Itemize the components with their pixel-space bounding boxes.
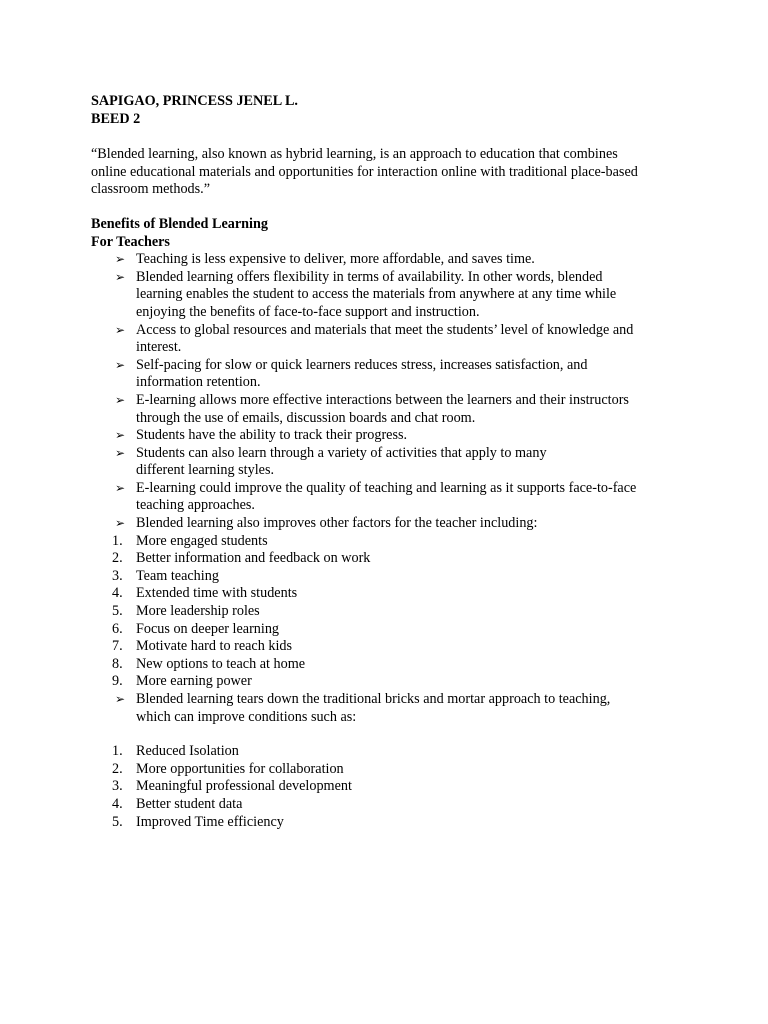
item-text: Motivate hard to reach kids	[136, 638, 293, 655]
numbered-item	[91, 638, 691, 656]
arrow-bullet-icon: ➢	[114, 516, 126, 531]
list-item-text: Blended learning also improves other factors for the teacher including:	[136, 515, 538, 532]
item-text: Reduced Isolation	[136, 743, 239, 760]
section-title: Benefits of Blended Learning	[91, 215, 268, 232]
item-text: New options to teach at home	[136, 655, 306, 672]
list-item-text: E-learning allows more effective interactions between the learners and their instructors through the use of emails, discussion boards and chat room.	[136, 391, 629, 426]
arrow-bullet-icon: ➢	[114, 480, 126, 495]
item-number: 1.	[112, 743, 123, 760]
item-text: Better information and feedback on work	[136, 550, 371, 567]
item-text: Focus on deeper learning	[136, 620, 280, 637]
item-number: 6.	[112, 620, 123, 637]
numbered-item	[91, 621, 691, 639]
item-number: 8.	[112, 655, 123, 672]
numbered-item	[91, 796, 691, 814]
numbered-item	[91, 603, 691, 621]
arrow-bullet-icon: ➢	[114, 357, 126, 372]
list-item	[91, 515, 691, 533]
item-number: 2.	[112, 760, 123, 777]
list-item	[91, 269, 691, 322]
item-number: 9.	[112, 673, 123, 690]
list-item-text: Students have the ability to track their progress.	[136, 427, 408, 444]
numbered-item	[91, 673, 691, 691]
item-text: More opportunities for collaboration	[136, 760, 344, 777]
numbered-item	[91, 761, 691, 779]
arrow-bullet-icon: ➢	[114, 445, 126, 460]
item-number: 5.	[112, 603, 123, 620]
numbered-item	[91, 585, 691, 603]
document-body	[91, 93, 691, 831]
list-item	[91, 251, 691, 269]
arrow-bullet-icon: ➢	[114, 392, 126, 407]
item-number: 5.	[112, 813, 123, 830]
item-text: Team teaching	[136, 567, 219, 584]
item-text: More leadership roles	[136, 603, 260, 620]
item-text: More engaged students	[136, 532, 268, 549]
arrow-bullet-icon: ➢	[114, 692, 126, 706]
item-text: Better student data	[136, 795, 243, 812]
numbered-item	[91, 814, 691, 832]
item-text: More earning power	[136, 673, 252, 690]
list-item	[91, 445, 691, 480]
list-item	[91, 427, 691, 445]
item-number: 2.	[112, 550, 123, 567]
list-item	[91, 322, 691, 357]
list-item	[91, 480, 691, 515]
numbered-item	[91, 656, 691, 674]
numbered-item	[91, 550, 691, 568]
author-name: SAPIGAO, PRINCESS JENEL L.	[91, 93, 298, 109]
course-label: BEED 2	[91, 110, 141, 127]
numbered-item	[91, 743, 691, 761]
item-number: 7.	[112, 638, 123, 655]
arrow-bullet-icon: ➢	[114, 322, 126, 337]
item-number: 3.	[112, 567, 123, 584]
item-number: 1.	[112, 532, 123, 549]
numbered-item	[91, 568, 691, 586]
item-text: Extended time with students	[136, 585, 298, 602]
definition-quote: “Blended learning, also known as hybrid learning, is an approach to education that combines online educational materials and opportunities for interaction online with traditional place-based classroom methods.”	[91, 146, 638, 198]
conditions-list	[91, 743, 691, 831]
numbered-item	[91, 778, 691, 796]
list-item-text: Self-pacing for slow or quick learners reduces stress, increases satisfaction, and information retention.	[136, 356, 588, 391]
item-number: 4.	[112, 795, 123, 812]
list-item-text: Blended learning tears down the traditional bricks and mortar approach to teaching, which can improve conditions such as:	[136, 691, 611, 725]
item-number: 4.	[112, 585, 123, 602]
list-item-text: Blended learning offers flexibility in terms of availability. In other words, blended learning enables the student to access the materials from anywhere at any time while enjoying the benefits of face-to-face support and instruction.	[136, 268, 617, 320]
section-subtitle: For Teachers	[91, 233, 170, 250]
benefit-points-list	[91, 251, 691, 533]
closing-points-list	[91, 691, 691, 726]
item-number: 3.	[112, 778, 123, 795]
list-item	[91, 691, 691, 726]
list-item-text: Students can also learn through a variety of activities that apply to many different learning styles.	[136, 444, 547, 479]
item-text: Meaningful professional development	[136, 778, 352, 795]
arrow-bullet-icon: ➢	[114, 428, 126, 443]
arrow-bullet-icon: ➢	[114, 269, 126, 284]
list-item	[91, 357, 691, 392]
blank-line	[91, 726, 691, 743]
arrow-bullet-icon: ➢	[114, 252, 126, 267]
list-item-text: Teaching is less expensive to deliver, more affordable, and saves time.	[136, 251, 535, 268]
list-item	[91, 392, 691, 427]
list-item-text: E-learning could improve the quality of teaching and learning as it supports face-to-face teaching approaches.	[136, 479, 637, 514]
teacher-factors-list	[91, 533, 691, 691]
item-text: Improved Time efficiency	[136, 813, 284, 830]
list-item-text: Access to global resources and materials that meet the students’ level of knowledge and interest.	[136, 321, 634, 356]
numbered-item	[91, 533, 691, 551]
